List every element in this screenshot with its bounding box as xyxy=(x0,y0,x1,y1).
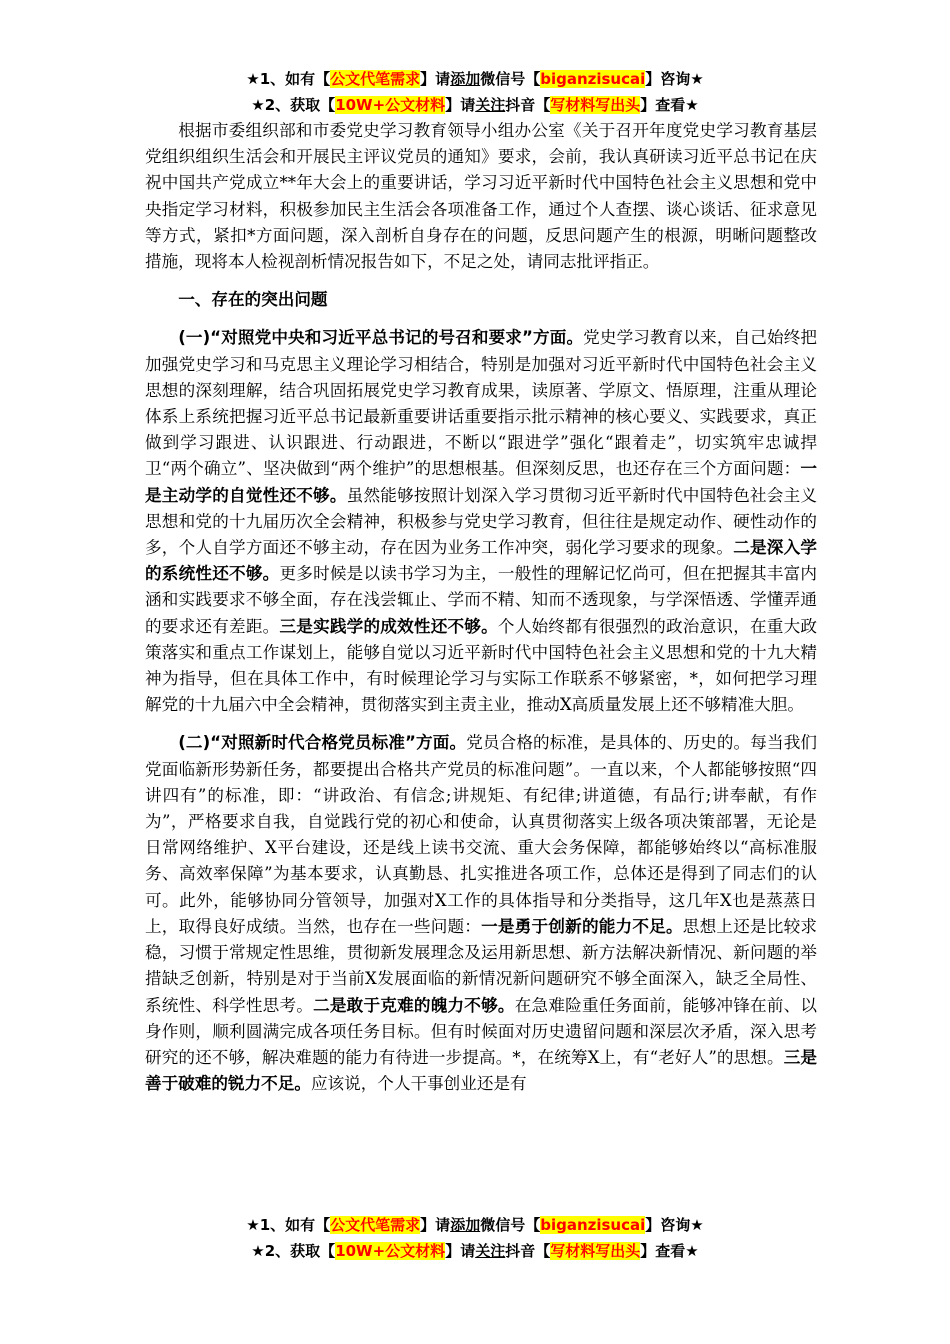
point-heading: 二是敢于克难的魄力不够。 xyxy=(313,995,515,1015)
promo-emphasis: 关注 xyxy=(475,96,506,114)
promo-text: 】请 xyxy=(445,1242,476,1260)
promo-text: 】查看★ xyxy=(640,96,699,114)
body-paragraph xyxy=(145,325,817,718)
document-body xyxy=(145,118,817,1097)
point-heading: 一是勇于创新的能力不足。 xyxy=(481,916,683,936)
promo-text: 】咨询★ xyxy=(645,1216,704,1234)
promo-line-2 xyxy=(0,92,950,118)
promo-banner-bottom xyxy=(0,1212,950,1264)
promo-line-1 xyxy=(0,1212,950,1238)
promo-highlight: 写材料写出头 xyxy=(550,1242,641,1260)
body-paragraph xyxy=(145,730,817,1097)
paragraph-text: 在急难险重任务面前，能够冲锋在前、以身作则，顺利圆满完成各项任务目标。但有时候面对历史遗留问题和深层次矛盾，深入思考研究的还不够，解决难题的能力有待进一步提高。*，在统筹X上，有“老好人”的思想。 xyxy=(145,995,818,1067)
promo-highlight: biganzisucai xyxy=(540,1216,646,1234)
promo-line-2 xyxy=(0,1238,950,1264)
promo-highlight: 公文代笔需求 xyxy=(330,1216,421,1234)
promo-text: ★1、如有【 xyxy=(246,70,331,88)
promo-highlight: 公文代笔需求 xyxy=(330,70,421,88)
point-heading: 三是实践学的成效性还不够。 xyxy=(279,616,498,636)
paragraph-text: 应该说，个人干事创业还是有 xyxy=(310,1074,527,1094)
promo-emphasis: 关注 xyxy=(475,1242,506,1260)
intro-paragraph: 根据市委组织部和市委党史学习教育领导小组办公室《关于召开年度党史学习教育基层党组织组织生活会和开展民主评议党员的通知》要求，会前，我认真研读习近平总书记在庆祝中国共产党成立**年大会上的重要讲话，学习习近平新时代中国特色社会主义思想和党中央指定学习材料，积极参加民主生活会各项准备工作，通过个人查摆、谈心谈话、征求意见等方式，紧扣*方面问题，深入剖析自身存在的问题，反思问题产生的根源，明晰问题整改措施，现将本人检视剖析情况报告如下，不足之处，请同志批评指正。 xyxy=(145,121,817,272)
point-heading: 三是善于破难的锐力不足。 xyxy=(145,1047,817,1094)
point-heading: 一是主动学的自觉性还不够。 xyxy=(145,459,817,505)
promo-text: 抖音【 xyxy=(505,1242,551,1260)
promo-emphasis: 添加 xyxy=(450,1216,481,1234)
paragraph-text: 更多时候是以读书学习为主，一般性的理解记忆尚可，但在把握其丰富内涵和实践要求不够全面，存在浅尝辄止、学而不精、知而不透现象，与学深悟透、学懂弄通的要求还有差距。 xyxy=(145,564,818,636)
paragraph-text: 党员合格的标准，是具体的、历史的。每当我们党面临新形势新任务，都要提出合格共产党员的标准问题”。一直以来，个人都能够按照“四讲四有”的标准，即：“讲政治、有信念;讲规矩、有纪律;讲道德，有品行;讲奉献，有作为”，严格要求自我，自觉践行党的初心和使命，认真贯彻落实上级各项决策部署，无论是日常网络维护、X平台建设，还是线上读书交流、重大会务保障，都能够始终以“高标准服务、高效率保障”为基本要求，认真勤恳、扎实推进各项工作，总体还是得到了同志们的认可。此外，能够协同分管领导，加强对X工作的具体指导和分类指导，这几年X也是蒸蒸日上，取得良好成绩。当然，也存在一些问题： xyxy=(145,733,817,936)
paragraph-lead: (二)“对照新时代合格党员标准”方面。 xyxy=(178,733,467,753)
promo-text: ★1、如有【 xyxy=(246,1216,331,1234)
promo-line-1 xyxy=(0,66,950,92)
paragraph-lead: (一)“对照党中央和习近平总书记的号召和要求”方面。 xyxy=(178,328,584,348)
promo-highlight: 10W+公文材料 xyxy=(335,96,446,114)
promo-text: 微信号【 xyxy=(480,70,541,88)
point-heading: 二是深入学的系统性还不够。 xyxy=(145,538,818,584)
promo-text: 】请 xyxy=(445,96,476,114)
promo-highlight: biganzisucai xyxy=(540,70,646,88)
promo-emphasis: 添加 xyxy=(450,70,481,88)
promo-text: 微信号【 xyxy=(480,1216,541,1234)
promo-highlight: 写材料写出头 xyxy=(550,96,641,114)
section-heading: 一、存在的突出问题 xyxy=(178,290,328,310)
promo-text: 】咨询★ xyxy=(645,70,704,88)
paragraph-text: 虽然能够按照计划深入学习贯彻习近平新时代中国特色社会主义思想和党的十九届历次全会精神，积极参与党史学习教育，但往往是规定动作、硬性动作的多，个人自学方面还不够主动，存在因为业务工作冲突，弱化学习要求的现象。 xyxy=(145,485,818,558)
paragraph-text: 思想上还是比较求稳，习惯于常规定性思维，贯彻新发展理念及运用新思想、新方法解决新情况、新问题的举措缺乏创新，特别是对于当前X发展面临的新情况新问题研究不够全面深入，缺乏全局性、系统性、科学性思考。 xyxy=(145,916,818,1015)
promo-text: 】请 xyxy=(420,70,451,88)
promo-text: 】查看★ xyxy=(640,1242,699,1260)
promo-text: 抖音【 xyxy=(505,96,551,114)
promo-text: ★2、获取【 xyxy=(251,1242,336,1260)
promo-highlight: 10W+公文材料 xyxy=(335,1242,446,1260)
promo-banner-top xyxy=(0,66,950,118)
paragraph-text: 个人始终都有很强烈的政治意识，在重大政策落实和重点工作谋划上，能够自觉以习近平新时代中国特色社会主义思想和党的十九大精神为指导，但在具体工作中，有时候理论学习与实际工作联系不够紧密，*，如何把学习理解党的十九届六中全会精神，贯彻落实到主责主业，推动X高质量发展上还不够精准大胆。 xyxy=(145,616,818,715)
promo-text: ★2、获取【 xyxy=(251,96,336,114)
paragraph-text: 党史学习教育以来，自己始终把加强党史学习和马克思主义理论学习相结合，特别是加强对习近平新时代中国特色社会主义思想的深刻理解，结合巩固拓展党史学习教育成果，读原著、学原文、悟原理，注重从理论体系上系统把握习近平总书记最新重要讲话重要指示批示精神的核心要义、实践要求，真正做到学习跟进、认识跟进、行动跟进，不断以“跟进学”强化“跟着走”，切实筑牢忠诚捍卫“两个确立”、坚决做到“两个维护”的思想根基。但深刻反思，也还存在三个方面问题： xyxy=(145,328,818,479)
promo-text: 】请 xyxy=(420,1216,451,1234)
